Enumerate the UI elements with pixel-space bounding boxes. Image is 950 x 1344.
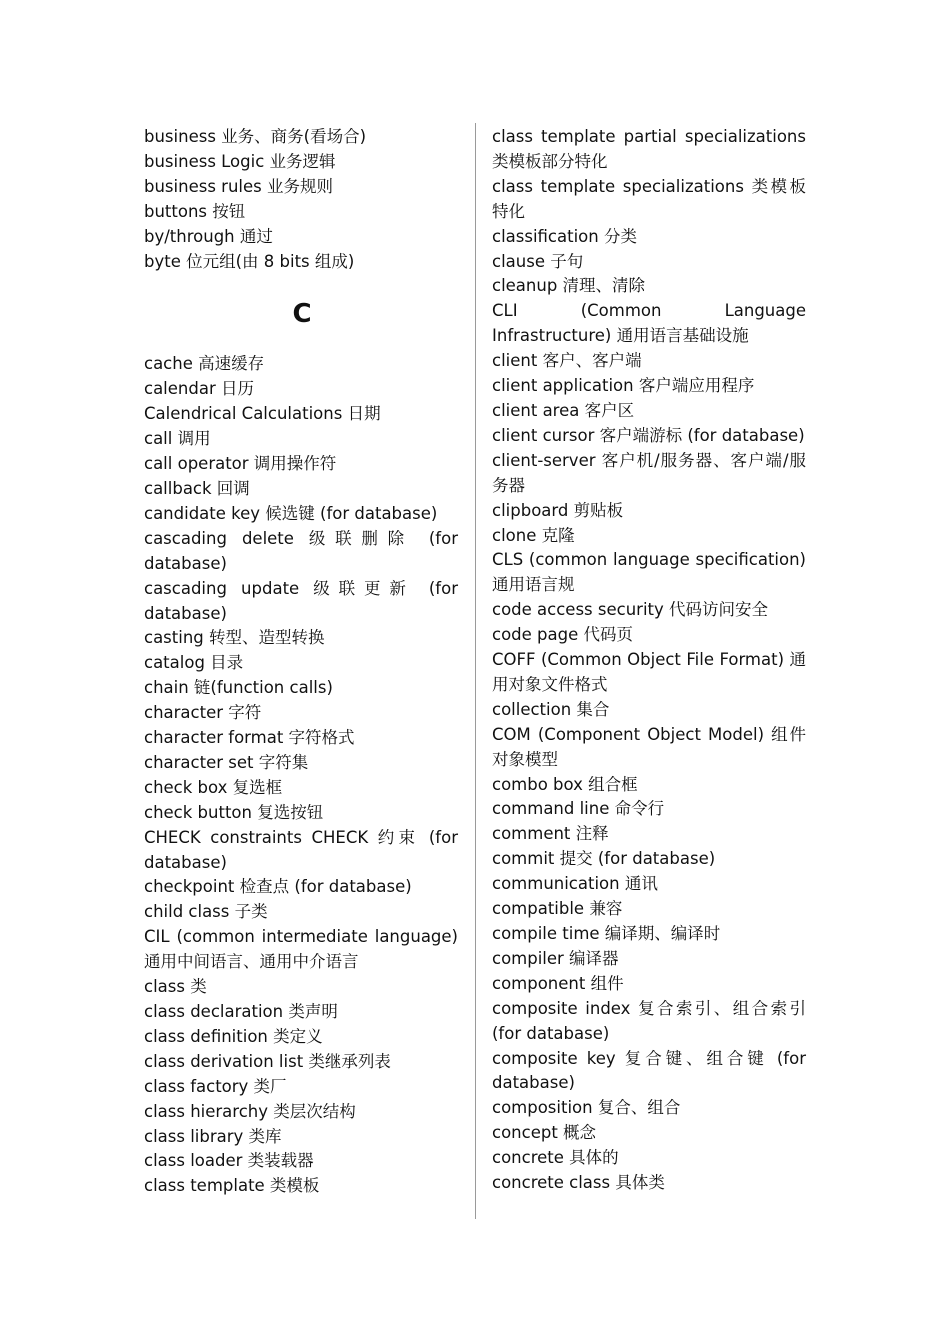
entry-list-c bbox=[144, 352, 458, 1199]
glossary-entry: check button 复选按钮 bbox=[144, 802, 324, 822]
glossary-entry: buttons 按钮 bbox=[144, 201, 246, 221]
glossary-entry: class declaration 类声明 bbox=[144, 1002, 338, 1021]
glossary-entry: clause 子句 bbox=[492, 251, 584, 271]
glossary-entry: CLI (Common Language Infrastructure) 通用语言基础设施 bbox=[492, 301, 806, 346]
glossary-entry: cascading delete 级联删除 (for database) bbox=[144, 528, 458, 573]
glossary-entry: child class 子类 bbox=[144, 902, 268, 922]
glossary-entry: command line 命令行 bbox=[492, 799, 665, 819]
glossary-entry: classification 分类 bbox=[492, 226, 637, 246]
glossary-entry: CIL (common intermediate language) 通用中间语言、通用中介语言 bbox=[144, 927, 458, 972]
entry-list-c-continued bbox=[492, 125, 806, 1196]
glossary-entry: concrete class 具体类 bbox=[492, 1173, 665, 1193]
glossary-entry: class factory 类厂 bbox=[144, 1076, 287, 1096]
glossary-entry: catalog 目录 bbox=[144, 653, 244, 673]
glossary-entry: class template specializations 类模板特化 bbox=[492, 176, 806, 221]
glossary-entry: communication 通讯 bbox=[492, 874, 658, 894]
glossary-entry: class template partial specializations 类模板部分特化 bbox=[492, 127, 806, 171]
glossary-entry: concrete 具体的 bbox=[492, 1148, 619, 1168]
glossary-entry: client area 客户区 bbox=[492, 400, 635, 420]
glossary-entry: character 字符 bbox=[144, 703, 262, 723]
glossary-entry: callback 回调 bbox=[144, 478, 250, 498]
glossary-entry: component 组件 bbox=[492, 973, 624, 993]
glossary-entry: calendar 日历 bbox=[144, 379, 254, 399]
glossary-entry: business Logic 业务逻辑 bbox=[144, 151, 336, 171]
glossary-entry: business 业务、商务(看场合) bbox=[144, 127, 367, 146]
column-divider bbox=[475, 123, 476, 1219]
glossary-entry: call 调用 bbox=[144, 429, 211, 449]
glossary-entry: COM (Component Object Model) 组件对象模型 bbox=[492, 724, 806, 769]
glossary-entry: compile time 编译期、编译时 bbox=[492, 924, 721, 943]
glossary-entry: compatible 兼容 bbox=[492, 899, 623, 919]
glossary-entry: compiler 编译器 bbox=[492, 948, 619, 968]
glossary-entry: commit 提交 (for database) bbox=[492, 849, 716, 869]
glossary-entry: concept 概念 bbox=[492, 1123, 597, 1143]
glossary-entry: byte 位元组(由 8 bits 组成) bbox=[144, 251, 355, 271]
glossary-entry: class 类 bbox=[144, 977, 207, 997]
glossary-entry: class derivation list 类继承列表 bbox=[144, 1051, 391, 1071]
left-column bbox=[144, 125, 458, 1199]
glossary-entry: cascading update 级联更新 (for database) bbox=[144, 578, 458, 623]
glossary-entry: CHECK constraints CHECK 约束 (for database) bbox=[144, 827, 458, 872]
glossary-entry: comment 注释 bbox=[492, 824, 609, 844]
glossary-entry: casting 转型、造型转换 bbox=[144, 628, 325, 648]
glossary-entry: class hierarchy 类层次结构 bbox=[144, 1101, 356, 1121]
glossary-entry: class definition 类定义 bbox=[144, 1026, 323, 1046]
glossary-entry: composite index 复合索引、组合索引 (for database) bbox=[492, 998, 806, 1043]
glossary-entry: business rules 业务规则 bbox=[144, 176, 333, 196]
glossary-entry: clone 克隆 bbox=[492, 525, 575, 545]
glossary-entry: collection 集合 bbox=[492, 699, 610, 719]
right-column bbox=[492, 125, 806, 1196]
glossary-entry: chain 链(function calls) bbox=[144, 678, 333, 698]
glossary-entry: class library 类库 bbox=[144, 1126, 282, 1146]
glossary-entry: code access security 代码访问安全 bbox=[492, 600, 769, 620]
glossary-entry: cleanup 清理、清除 bbox=[492, 276, 646, 296]
glossary-entry: combo box 组合框 bbox=[492, 774, 638, 794]
glossary-entry: client 客户、客户端 bbox=[492, 351, 642, 371]
glossary-entry: Calendrical Calculations 日期 bbox=[144, 404, 381, 424]
glossary-entry: candidate key 候选键 (for database) bbox=[144, 503, 438, 523]
glossary-entry: checkpoint 检查点 (for database) bbox=[144, 877, 412, 897]
glossary-entry: composite key 复合键、组合键 (for database) bbox=[492, 1048, 806, 1093]
glossary-entry: character format 字符格式 bbox=[144, 728, 355, 748]
glossary-entry: character set 字符集 bbox=[144, 752, 309, 772]
glossary-entry: code page 代码页 bbox=[492, 625, 633, 645]
glossary-entry: clipboard 剪贴板 bbox=[492, 500, 624, 520]
glossary-entry: by/through 通过 bbox=[144, 226, 273, 246]
entry-list-b bbox=[144, 125, 458, 274]
glossary-entry: check box 复选框 bbox=[144, 777, 283, 797]
glossary-entry: class template 类模板 bbox=[144, 1176, 320, 1196]
glossary-entry: cache 高速缓存 bbox=[144, 354, 265, 374]
glossary-entry: class loader 类装载器 bbox=[144, 1151, 314, 1171]
glossary-entry: COFF (Common Object File Format) 通用对象文件格式 bbox=[492, 650, 806, 694]
glossary-entry: client application 客户端应用程序 bbox=[492, 376, 755, 396]
glossary-entry: call operator 调用操作符 bbox=[144, 454, 337, 474]
glossary-entry: client-server 客户机/服务器、客户端/服务器 bbox=[492, 450, 806, 495]
section-heading: C bbox=[292, 299, 312, 330]
glossary-entry: CLS (common language specification) 通用语言规 bbox=[492, 550, 806, 595]
glossary-entry: composition 复合、组合 bbox=[492, 1098, 681, 1118]
glossary-entry: client cursor 客户端游标 (for database) bbox=[492, 425, 805, 445]
